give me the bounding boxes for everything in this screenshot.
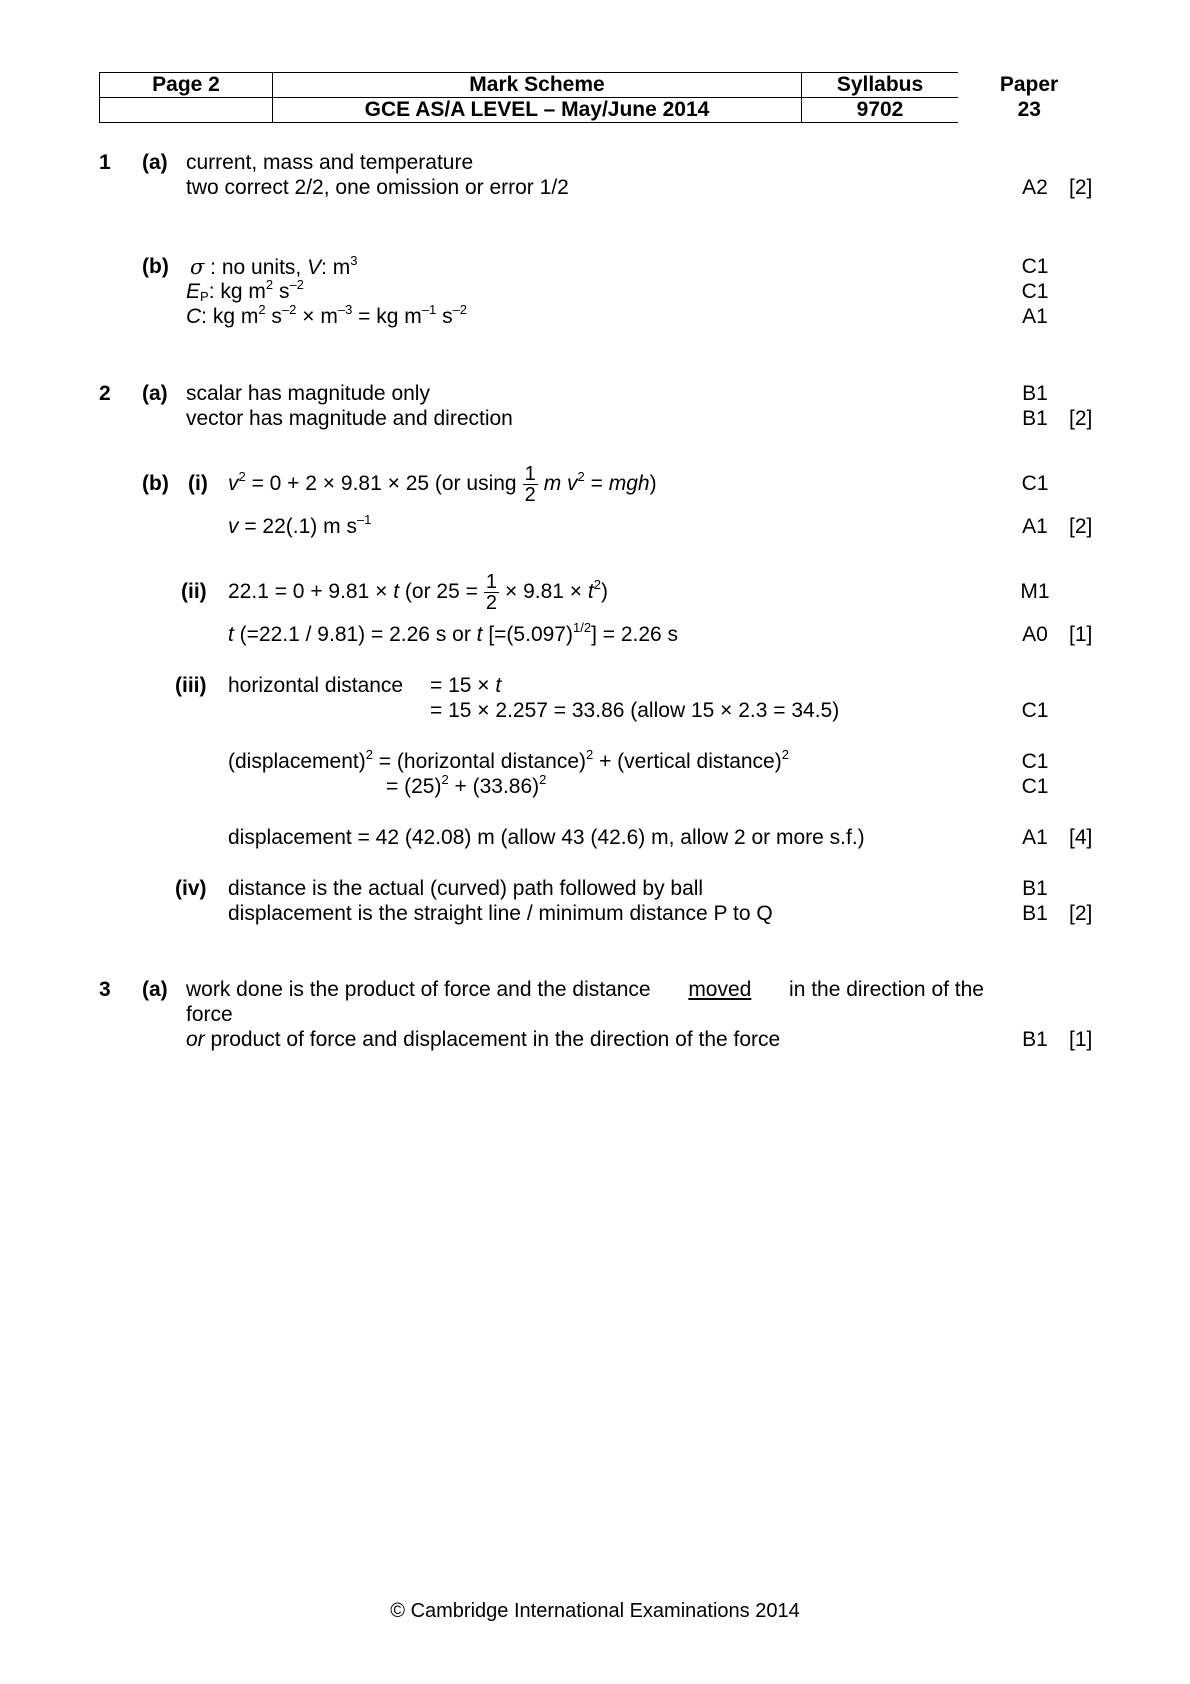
page-number: Page 2 bbox=[100, 73, 273, 98]
q2a-line1: scalar has magnitude only bbox=[186, 382, 430, 405]
q3a-line3-text: product of force and displacement in the direction of the force bbox=[210, 1028, 781, 1051]
q1b-label: (b) bbox=[142, 255, 169, 278]
q2bii-line1: 22.1 = 0 + 9.81 × t (or 25 = $\frac{1}{2}$ × $9.81 \times t^2$) bbox=[228, 570, 608, 614]
q2biii-total: [4] bbox=[1069, 826, 1093, 849]
q2biv-total: [2] bbox=[1069, 902, 1093, 925]
syllabus-label: Syllabus bbox=[802, 73, 959, 98]
q1a-line1: current, mass and temperature bbox=[186, 151, 474, 174]
q1-number: 1 bbox=[99, 151, 111, 174]
q1b-line2: $E_P$: kg $m^2$ $s^{-2}$ bbox=[186, 277, 304, 304]
q3a-or: or bbox=[186, 1028, 205, 1051]
q2bii-mark2: A0 bbox=[1022, 623, 1048, 646]
q2biii-mark4: A1 bbox=[1022, 826, 1048, 849]
q2bi-total: [2] bbox=[1069, 515, 1093, 538]
q2biv-mark1: B1 bbox=[1022, 877, 1048, 900]
q2biv-mark2: B1 bbox=[1022, 902, 1048, 925]
paper-label: Paper bbox=[999, 73, 1059, 96]
q2biii-mark2: C1 bbox=[1021, 750, 1049, 773]
q2biii-hd-line1: = 15 × t bbox=[430, 674, 502, 697]
q3a-line1-underlined: moved bbox=[688, 978, 752, 1001]
q2a-total: [2] bbox=[1069, 407, 1093, 430]
q2biii-hd-label: horizontal distance bbox=[228, 674, 404, 697]
q2a-label: (a) bbox=[142, 382, 168, 405]
q2a-mark2: B1 bbox=[1022, 407, 1048, 430]
q1b-mark3: A1 bbox=[1022, 305, 1048, 328]
syllabus-code: 9702 bbox=[802, 98, 959, 123]
paper-number: 23 bbox=[1017, 98, 1041, 121]
q1b-mark1: C1 bbox=[1021, 255, 1049, 278]
q2biii-disp: displacement = 42 (42.08) m (allow 43 (42.6) m, allow 2 or more s.f.) bbox=[228, 826, 865, 849]
q3a-mark: B1 bbox=[1022, 1028, 1048, 1051]
q1b-mark2: C1 bbox=[1021, 280, 1049, 303]
q2biii-hd-line2: = 15 × 2.257 = 33.86 (allow 15 × 2.3 = 34.5) bbox=[430, 699, 840, 722]
q2bii-line2: t (=22.1 / 9.81) = 2.26 s or t $[=(5.097)^{1/2}] = 2.26$ s bbox=[228, 620, 679, 646]
q3-number: 3 bbox=[99, 978, 111, 1001]
q2biv-line1: distance is the actual (curved) path followed by ball bbox=[228, 877, 704, 900]
q1a-label: (a) bbox=[142, 151, 168, 174]
q3a-line3 bbox=[186, 1027, 780, 1053]
q2-number: 2 bbox=[99, 382, 111, 405]
q1b-line3: C: kg $m^2$ $s^{-2} \times m^{-3}$ = kg $m^{-1}$ $s^{-2}$ bbox=[186, 302, 468, 328]
q2biii-disp-eq1: (displacement)$^2$ = (horizontal distance)$^2$ + (vertical distance)$^2$ bbox=[228, 747, 789, 773]
q2bii-mark1: M1 bbox=[1020, 580, 1050, 603]
q3a-line2: force bbox=[186, 1003, 233, 1026]
footer-copyright: © Cambridge International Examinations 2014 bbox=[390, 1600, 800, 1622]
mark-scheme-title: Mark Scheme bbox=[273, 73, 802, 98]
q2bi-line1: $v^2 = 0 + 2 \times 9.81 \times 25$ (or using $\frac{1}{2}$ m $v^2 = mgh$) bbox=[228, 462, 657, 506]
q2biii-label: (iii) bbox=[175, 674, 207, 697]
q2a-line2: vector has magnitude and direction bbox=[186, 407, 513, 430]
q2bii-total: [1] bbox=[1069, 623, 1093, 646]
header-table bbox=[99, 72, 1101, 123]
q2biii-disp-eq2: = $(25)^2 + (33.86)^2$ bbox=[386, 772, 547, 798]
q2b-label: (b) bbox=[142, 472, 169, 495]
q1b-line1: σ : no units, V: $m^3$ bbox=[190, 253, 358, 279]
q3a-line1 bbox=[186, 977, 984, 1003]
q2bi-label: (i) bbox=[188, 472, 208, 495]
q2bi-line2: v = 22(.1) m $s^{-1}$ bbox=[228, 512, 372, 538]
q2bii-label: (ii) bbox=[181, 580, 207, 603]
q2bi-mark2: A1 bbox=[1022, 515, 1048, 538]
q2biv-label: (iv) bbox=[175, 877, 207, 900]
q1a-total: [2] bbox=[1069, 176, 1093, 199]
q1a-mark: A2 bbox=[1022, 176, 1048, 199]
q3a-total: [1] bbox=[1069, 1028, 1093, 1051]
q3a-line1-pre: work done is the product of force and the distance bbox=[186, 978, 651, 1001]
q3a-label: (a) bbox=[142, 978, 168, 1001]
q1a-line2: two correct 2/2, one omission or error 1/2 bbox=[186, 176, 569, 199]
q2biv-line2: displacement is the straight line / minimum distance P to Q bbox=[228, 902, 773, 925]
q2a-mark1: B1 bbox=[1022, 382, 1048, 405]
q2biii-mark1: C1 bbox=[1021, 699, 1049, 722]
q2bi-mark1: C1 bbox=[1021, 472, 1049, 495]
exam-title: GCE AS/A LEVEL – May/June 2014 bbox=[273, 98, 802, 123]
q3a-line1-post: in the direction of the bbox=[789, 978, 984, 1001]
q2biii-mark3: C1 bbox=[1021, 775, 1049, 798]
